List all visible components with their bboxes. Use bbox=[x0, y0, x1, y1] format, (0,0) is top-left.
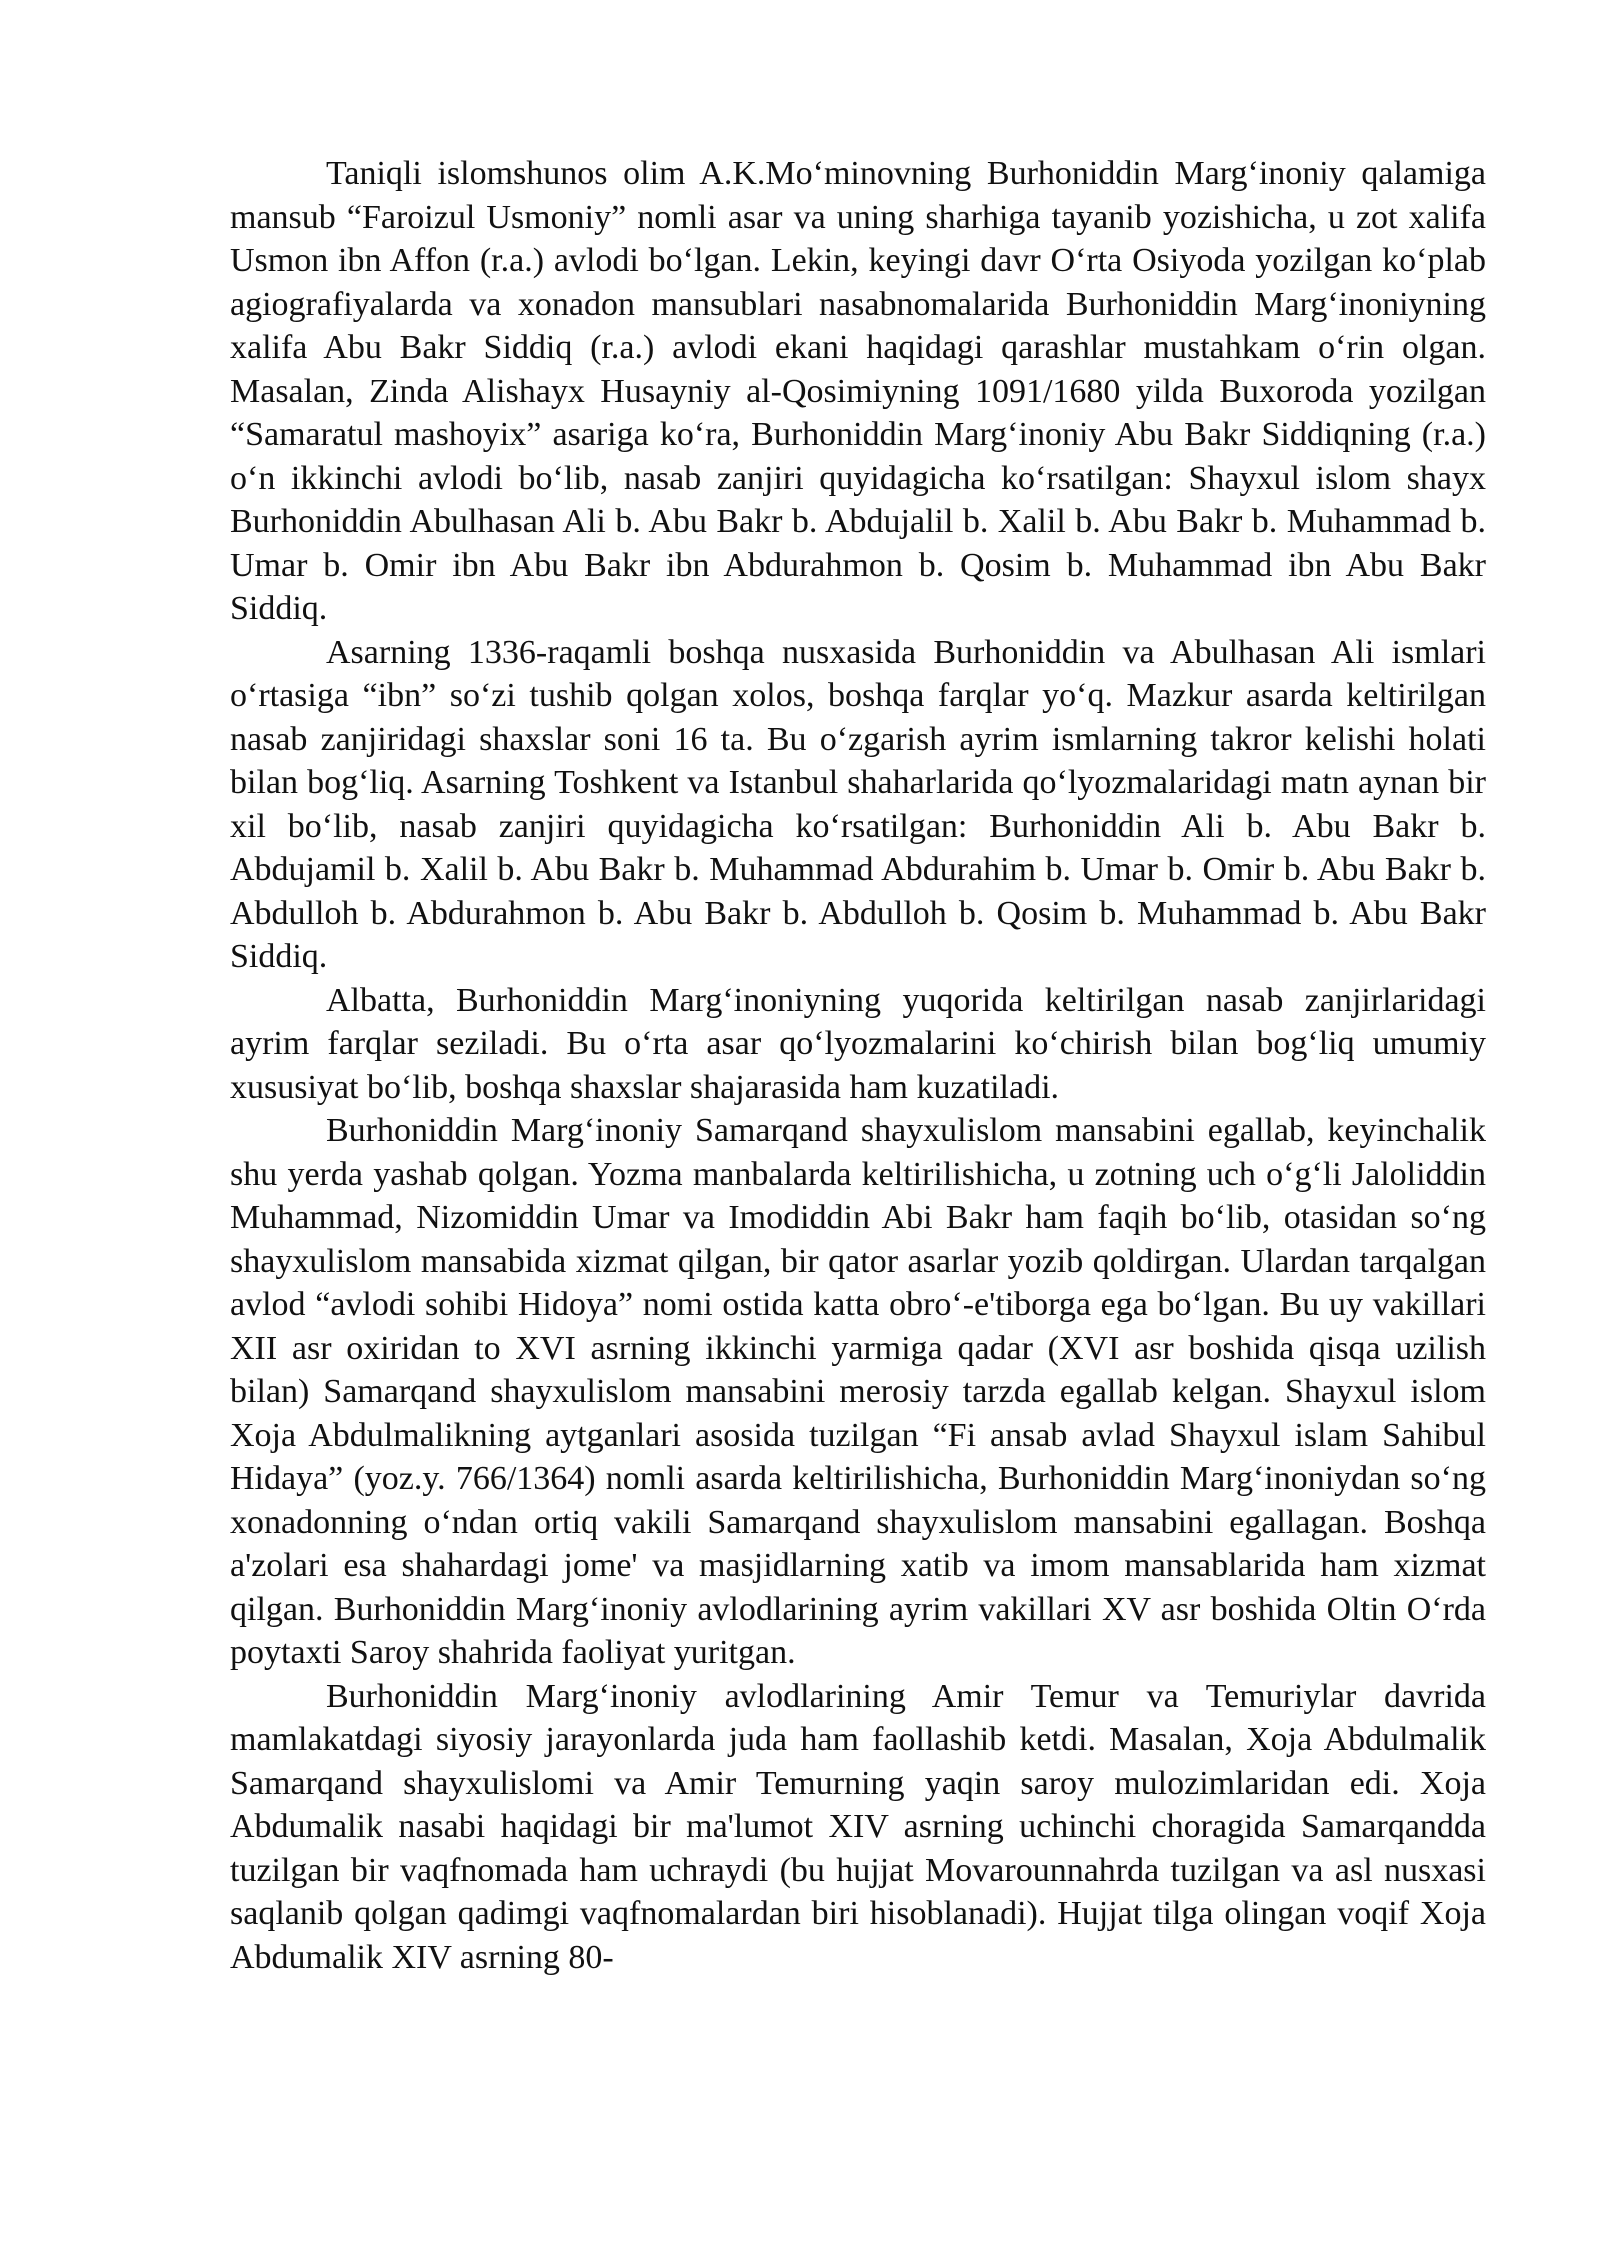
paragraph-samarqand-shayxulislom: Burhoniddin Marg‘inoniy Samarqand shayxulislom mansabini egallab, keyinchalik shu yerda yashab qolgan. Yozma manbalarda keltirilishicha, u zotning uch o‘g‘li Jaloliddin Muhammad, Nizomiddin Umar va Imodiddin Abi Bakr ham faqih bo‘lib, otasidan so‘ng shayxulislom mansabida xizmat qilgan, bir qator asarlar yozib qoldirgan. Ulardan tarqalgan avlod “avlodi sohibi Hidoya” nomi ostida katta obro‘-e'tiborga ega bo‘lgan. Bu uy vakillari XII asr oxiridan to XVI asrning ikkinchi yarmiga qadar (XVI asr boshida qisqa uzilish bilan) Samarqand shayxulislom mansabini merosiy tarzda egallab kelgan. Shayxul islom Xoja Abdulmalikning aytganlari asosida tuzilgan “Fi ansab avlad Shayxul islam Sahibul Hidaya” (yoz.y. 766/1364) nomli asarda keltirilishicha, Burhoniddin Marg‘inoniydan so‘ng xonadonning o‘ndan ortiq vakili Samarqand shayxulislom mansabini egallagan. Boshqa a'zolari esa shahardagi jome' va masjidlarning xatib va imom mansablarida ham xizmat qilgan. Burhoniddin Marg‘inoniy avlodlarining ayrim vakillari XV asr boshida Oltin O‘rda poytaxti Saroy shahrida faoliyat yuritgan. bbox=[230, 1112, 1486, 1671]
document-page bbox=[230, 152, 1486, 1979]
paragraph-lineage-samaratul-mashoyix: Taniqli islomshunos olim A.K.Mo‘minovning Burhoniddin Marg‘inoniy qalamiga mansub “Faroizul Usmoniy” nomli asar va uning sharhiga tayanib yozishicha, u zot xalifa Usmon ibn Affon (r.a.) avlodi bo‘lgan. Lekin, keyingi davr O‘rta Osiyoda yozilgan ko‘plab agiografiyalarda va xonadon mansublari nasabnomalarida Burhoniddin Marg‘inoniyning xalifa Abu Bakr Siddiq (r.a.) avlodi ekani haqidagi qarashlar mustahkam o‘rin olgan. Masalan, Zinda Alishayx Husayniy al-Qosimiyning 1091/1680 yilda Buxoroda yozilgan “Samaratul mashoyix” asariga ko‘ra, Burhoniddin Marg‘inoniy Abu Bakr Siddiqning (r.a.) o‘n ikkinchi avlodi bo‘lib, nasab zanjiri quyidagicha ko‘rsatilgan: Shayxul islom shayx Burhoniddin Abulhasan Ali b. Abu Bakr b. Abdujalil b. Xalil b. Abu Bakr b. Muhammad b. Umar b. Omir ibn Abu Bakr ibn Abdurahmon b. Qosim b. Muhammad ibn Abu Bakr Siddiq. bbox=[230, 155, 1486, 627]
paragraph-temurid-period: Burhoniddin Marg‘inoniy avlodlarining Amir Temur va Temuriylar davrida mamlakatdagi siyosiy jarayonlarda juda ham faollashib ketdi. Masalan, Xoja Abdulmalik Samarqand shayxulislomi va Amir Temurning yaqin saroy mulozimlaridan edi. Xoja Abdumalik nasabi haqidagi bir ma'lumot XIV asrning uchinchi choragida Samarqandda tuzilgan bir vaqfnomada ham uchraydi (bu hujjat Movarounnahrda tuzilgan va asl nusxasi saqlanib qolgan qadimgi vaqfnomalardan biri hisoblanadi). Hujjat tilga olingan voqif Xoja Abdumalik XIV asrning 80- bbox=[230, 1677, 1486, 1976]
paragraph-lineage-differences: Albatta, Burhoniddin Marg‘inoniyning yuqorida keltirilgan nasab zanjirlaridagi ayrim farqlar seziladi. Bu o‘rta asar qo‘lyozmalarini ko‘chirish bilan bog‘liq umumiy xususiyat bo‘lib, boshqa shaxslar shajarasida ham kuzatiladi. bbox=[230, 981, 1486, 1106]
paragraph-manuscript-1336: Asarning 1336-raqamli boshqa nusxasida Burhoniddin va Abulhasan Ali ismlari o‘rtasiga “ibn” so‘zi tushib qolgan xolos, boshqa farqlar yo‘q. Mazkur asarda keltirilgan nasab zanjiridagi shaxslar soni 16 ta. Bu o‘zgarish ayrim ismlarning takror kelishi holati bilan bog‘liq. Asarning Toshkent va Istanbul shaharlarida qo‘lyozmalaridagi matn aynan bir xil bo‘lib, nasab zanjiri quyidagicha ko‘rsatilgan: Burhoniddin Ali b. Abu Bakr b. Abdujamil b. Xalil b. Abu Bakr b. Muhammad Abdurahim b. Umar b. Omir b. Abu Bakr b. Abdulloh b. Abdurahmon b. Abu Bakr b. Abdulloh b. Qosim b. Muhammad b. Abu Bakr Siddiq. bbox=[230, 633, 1486, 975]
